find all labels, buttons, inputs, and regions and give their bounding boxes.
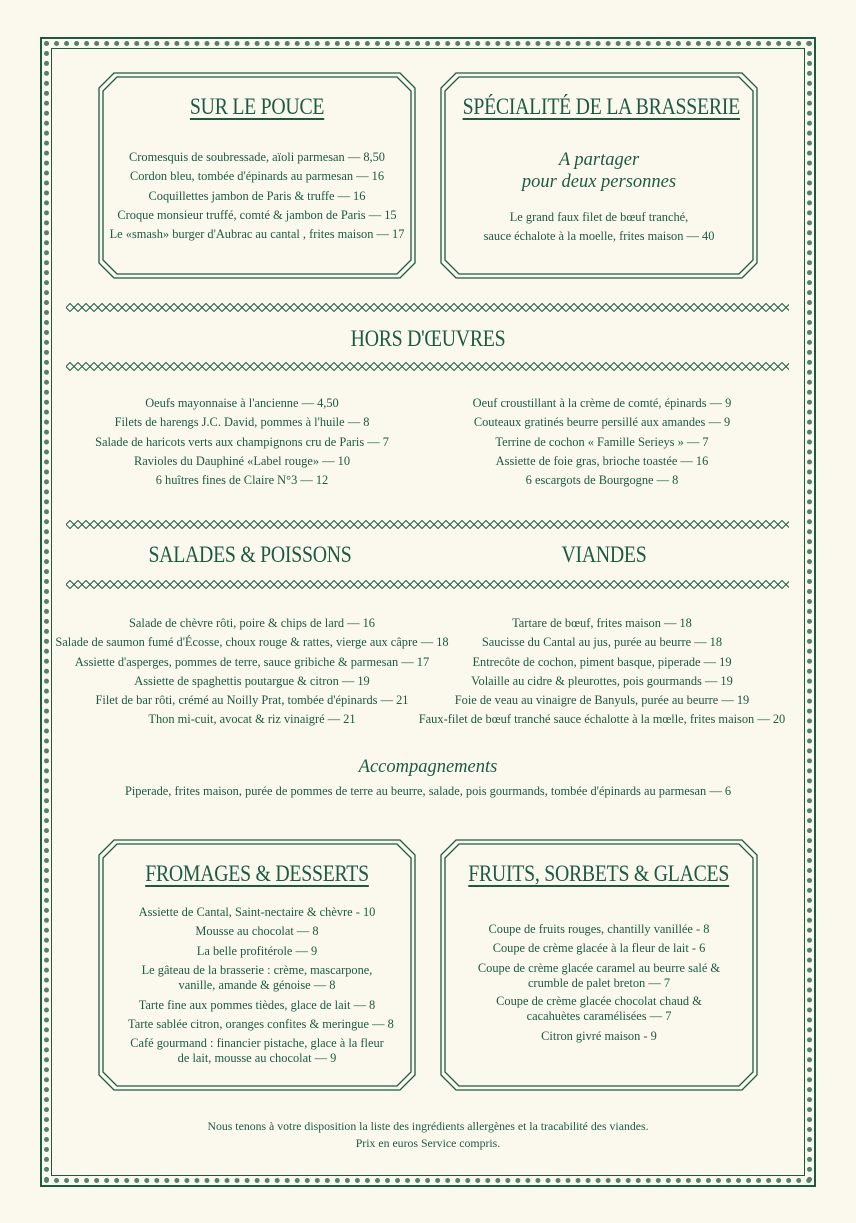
list-item: Salade de saumon fumé d'Écosse, choux rouge & rattes, vierge aux câpre — 18 [55, 635, 449, 650]
list-item: Le «smash» burger d'Aubrac au cantal , frites maison — 17 [109, 227, 405, 242]
hors-doeuvres-left-list [52, 394, 432, 490]
list-item: Assiette de Cantal, Saint-nectaire & chèvre - 10 [138, 905, 376, 919]
list-item: Café gourmand : financier pistache, glace à la fleur de lait, mousse au chocolat — 9 [130, 1036, 384, 1066]
list-item: Ravioles du Dauphiné «Label rouge» — 10 [133, 453, 351, 468]
specialite-title: SPÉCIALITÉ DE LA BRASSERIE [462, 94, 740, 119]
sur-le-pouce-title: SUR LE POUCE [189, 94, 325, 119]
item-line: sauce échalote à la moelle, frites maison — 40 [483, 229, 715, 244]
salades-list [52, 614, 452, 730]
salades-title: SALADES & POISSONS [148, 542, 352, 567]
list-item: Le gâteau de la brasserie : crème, mascarpone, vanille, amande & génoise — 8 [141, 962, 373, 992]
specialite-subtitle [440, 149, 758, 193]
viandes-title: VIANDES [561, 542, 647, 567]
footer-line: Nous tenons à votre disposition la liste des ingrédients allergènes et la tracabilité des viandes. [207, 1119, 649, 1133]
list-item: Assiette de spaghettis poutargue & citron — 19 [134, 673, 370, 688]
accompagnements-text: Piperade, frites maison, purée de pommes de terre au beurre, salade, pois gourmands, tombée d'épinards au parmesan — 6 [124, 784, 732, 798]
list-item: Assiette de foie gras, brioche toastée — 16 [495, 453, 709, 468]
subtitle-line: pour deux personnes [521, 172, 677, 192]
fruits-title: FRUITS, SORBETS & GLACES [468, 861, 730, 886]
list-item: Coupe de crème glacée caramel au beurre salé & crumble de palet breton — 7 [477, 960, 721, 990]
list-item: Filets de harengs J.C. David, pommes à l'huile — 8 [114, 415, 370, 430]
subtitle-line: A partager [558, 150, 640, 170]
hors-doeuvres-right-list [412, 394, 792, 490]
fromages-title: FROMAGES & DESSERTS [145, 861, 369, 886]
divider-pattern [66, 303, 789, 312]
divider-pattern [66, 580, 789, 589]
list-item: Couteaux gratinés beurre persillé aux amandes — 9 [473, 415, 731, 430]
fromages-list [128, 903, 394, 1069]
footer-note [52, 1118, 804, 1152]
list-item: Oeuf croustillant à la crème de comté, épinards — 9 [472, 396, 732, 410]
sur-le-pouce-list [98, 148, 416, 244]
list-item: Tarte fine aux pommes tièdes, glace de lait — 8 [138, 997, 376, 1012]
list-item: Entrecôte de cochon, piment basque, piperade — 19 [472, 654, 732, 669]
divider-pattern [66, 520, 789, 529]
list-item: Filet de bar rôti, crémé au Noilly Prat, tombée d'épinards — 21 [95, 693, 409, 708]
list-item: Coupe de crème glacée chocolat chaud & cacahuètes caramélisées — 7 [496, 993, 702, 1023]
list-item: Coupe de crème glacée à la fleur de lait - 6 [492, 941, 706, 956]
list-item: Foie de veau au vinaigre de Banyuls, purée au beurre — 19 [454, 693, 750, 708]
list-item: La belle profitérole — 9 [196, 943, 318, 958]
specialite-box [440, 72, 758, 279]
list-item: Cordon bleu, tombée d'épinards au parmesan — 16 [129, 169, 385, 184]
list-item: Saucisse du Cantal au jus, purée au beurre — 18 [481, 635, 723, 650]
viandes-list [412, 614, 792, 730]
fromages-box [98, 839, 416, 1091]
fruits-list [476, 920, 722, 1046]
list-item: Mousse au chocolat — 8 [195, 924, 319, 939]
list-item: Volaille au cidre & pleurottes, pois gourmands — 19 [471, 673, 733, 688]
specialite-item [440, 208, 758, 247]
list-item: Cromesquis de soubressade, aïoli parmesan — 8,50 [128, 150, 386, 164]
divider-pattern [66, 362, 789, 371]
list-item: Tarte sablée citron, oranges confites & meringue — 8 [128, 1017, 394, 1032]
list-item: Assiette d'asperges, pommes de terre, sauce gribiche & parmesan — 17 [74, 654, 430, 669]
list-item: Terrine de cochon « Famille Serieys » — 7 [495, 434, 709, 449]
list-item: Coupe de fruits rouges, chantilly vanillée - 8 [488, 922, 710, 936]
accompagnements-title: Accompagnements [358, 757, 498, 777]
list-item: Thon mi-cuit, avocat & riz vinaigré — 21 [148, 712, 356, 727]
list-item: Citron givré maison - 9 [541, 1028, 657, 1043]
list-item: Salade de haricots verts aux champignons cru de Paris — 7 [95, 434, 389, 449]
footer-line: Prix en euros Service compris. [355, 1136, 501, 1150]
list-item: Coquillettes jambon de Paris & truffe — 16 [148, 188, 366, 203]
list-item: 6 huîtres fines de Claire N°3 — 12 [155, 473, 329, 488]
list-item: Faux-filet de bœuf tranché sauce échalotte à la mœlle, frites maison — 20 [418, 712, 786, 727]
list-item: Croque monsieur truffé, comté & jambon de Paris — 15 [117, 207, 397, 222]
list-item: 6 escargots de Bourgogne — 8 [525, 473, 679, 488]
sur-le-pouce-box [98, 72, 416, 279]
list-item: Tartare de bœuf, frites maison — 18 [512, 616, 692, 630]
fruits-box [440, 839, 758, 1091]
list-item: Salade de chèvre rôti, poire & chips de lard — 16 [128, 616, 375, 630]
hors-doeuvres-title: HORS D'ŒUVRES [350, 326, 506, 351]
item-line: Le grand faux filet de bœuf tranché, [509, 210, 689, 224]
list-item: Oeufs mayonnaise à l'ancienne — 4,50 [145, 396, 339, 410]
